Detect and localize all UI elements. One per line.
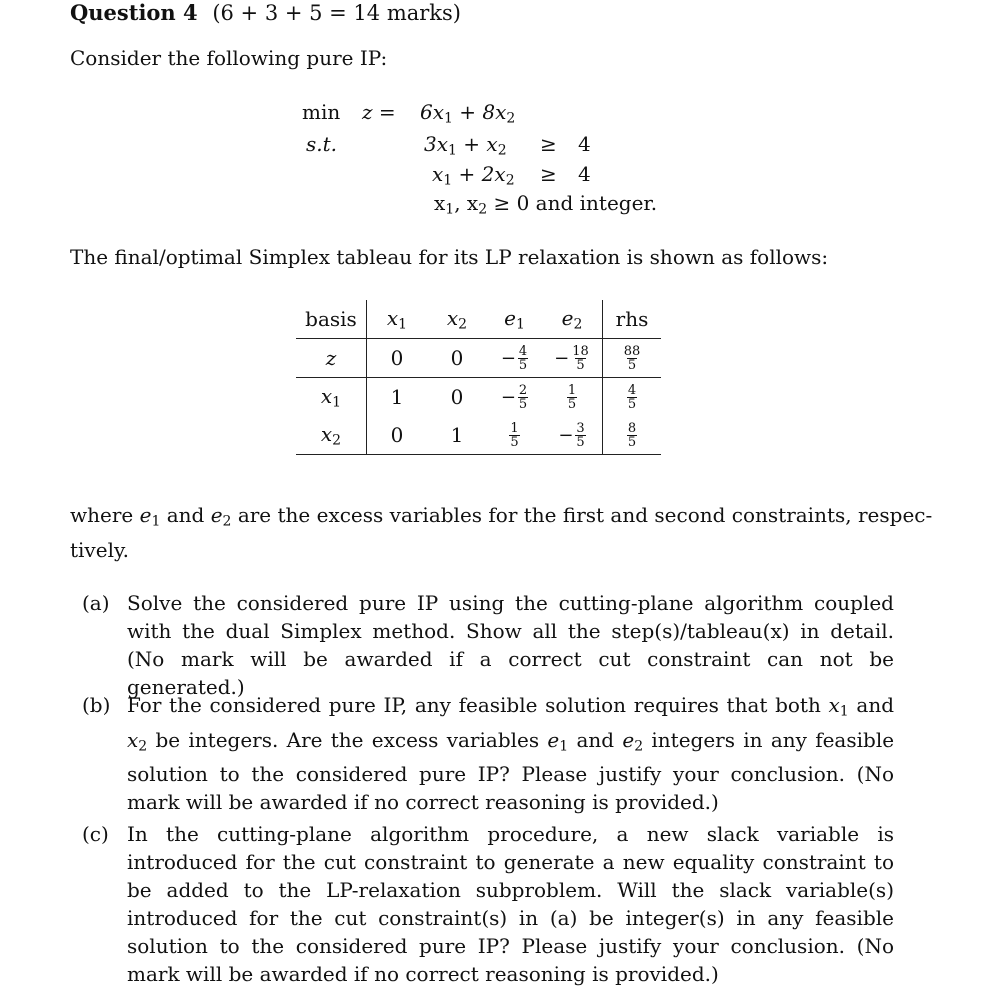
where-paragraph [70, 501, 933, 564]
part-b-label: (b) [82, 693, 111, 717]
denominator: 5 [627, 434, 637, 450]
constraint-2-op: ≥ [540, 162, 557, 186]
cell-basis: $x_1$ [320, 383, 342, 411]
part-b-text-and: and [856, 693, 894, 717]
numerator: 3 [576, 420, 585, 436]
fraction [627, 384, 637, 411]
part-a [82, 589, 894, 701]
domain-constraint: $x_1$, $x_2 \ge 0$ and integer. [434, 191, 658, 218]
denominator: 5 [627, 357, 637, 373]
var-e1: $e_1$ [547, 727, 569, 754]
constraint-1-rhs: 4 [578, 132, 591, 156]
part-c-text-ref: (a) [549, 906, 578, 930]
part-b-text-1: For the considered pure IP, any feasible solution requires that both [127, 693, 821, 717]
denominator: 5 [567, 396, 577, 412]
z-equals: z = [362, 100, 396, 124]
question-header [70, 0, 461, 28]
part-c-text-2: be integer(s) in any feasible solution to the considered pure IP? Please justify your conclusion. (No mark will be awarded if no correct reasoning is provided.) [127, 906, 894, 986]
fraction [518, 345, 528, 372]
objective-function: $6x_1 + 8x_2$ [420, 100, 516, 127]
numerator: 4 [518, 343, 528, 359]
intro-text: Consider the following pure IP: [70, 46, 388, 70]
cell-x2: 0 [450, 346, 464, 370]
part-b-text-and: and [576, 727, 615, 752]
table-row [296, 416, 661, 455]
denominator: 5 [627, 396, 637, 412]
numerator: 88 [623, 343, 641, 359]
denominator: 5 [510, 434, 519, 450]
header-x1: $x_1$ [367, 300, 428, 339]
header-e1: $e_1$ [504, 305, 525, 333]
minus-sign: − [554, 347, 570, 369]
var-e2: $e_2$ [210, 503, 232, 530]
fraction [567, 384, 577, 411]
numerator: 1 [567, 382, 577, 398]
cell-rhs [603, 378, 662, 417]
part-b [82, 691, 894, 816]
fraction [518, 384, 528, 411]
part-c [82, 820, 894, 988]
numerator: 18 [572, 343, 589, 359]
cell-x2: 0 [450, 385, 464, 409]
part-c-label: (c) [82, 822, 109, 846]
fraction [571, 345, 590, 372]
minus-sign: − [500, 347, 516, 369]
cell-basis: $x_2$ [320, 421, 342, 449]
header-x2: $x_2$ [446, 305, 468, 333]
numerator: 1 [510, 420, 519, 436]
question-marks: (6 + 3 + 5 = 14 marks) [212, 1, 461, 25]
cell-e2 [542, 339, 603, 378]
fraction [627, 422, 637, 449]
table-row [296, 378, 661, 417]
numerator: 8 [627, 420, 637, 436]
fraction [509, 422, 519, 449]
minus-sign: − [500, 386, 516, 408]
denominator: 5 [518, 396, 528, 412]
minus-sign: − [558, 424, 574, 446]
var-e2: $e_2$ [622, 727, 644, 754]
numerator: 4 [627, 382, 637, 398]
denominator: 5 [576, 357, 585, 373]
var-e1: $e_1$ [139, 503, 161, 530]
var-x2: $x_2$ [127, 727, 148, 754]
constraint-1-op: ≥ [540, 132, 557, 156]
part-a-text: Solve the considered pure IP using the cutting-plane algorithm coupled with the dual Simplex method. Show all the step(s)/tableau(x) in detail. (No mark will be awarded if a correct cut constraint can not be generated.) [127, 591, 894, 699]
part-b-text-3: integers in any feasible solution to the considered pure IP? Please justify your conclusion. (No mark will be awarded if no correct reasoning is provided.) [127, 727, 895, 814]
constraint-2-lhs: $x_1 + 2x_2$ [432, 162, 515, 189]
cell-x1: 0 [367, 339, 428, 378]
where-text-2: and [166, 503, 205, 527]
min-label: min [302, 100, 341, 124]
where-text-3: are the excess variables for the first and second constraints, respec- [237, 503, 933, 527]
part-b-text-2: be integers. Are the excess variables [155, 727, 540, 752]
var-x1: $x_1$ [828, 693, 849, 720]
st-label: s.t. [306, 132, 338, 156]
part-b-text [127, 691, 894, 816]
simplex-tableau [296, 300, 661, 455]
tableau-header-row [296, 300, 661, 339]
cell-rhs [603, 339, 662, 378]
cell-e1 [487, 378, 542, 417]
where-text-1: where [70, 503, 134, 527]
cell-x1: 0 [367, 416, 428, 455]
cell-e1 [487, 416, 542, 455]
part-c-text-1: In the cutting-plane algorithm procedure, a new slack variable is introduced for the cut constraint to generate a new equality constraint to be added to the LP-relaxation subproblem. Will the slack variable(s) introduced for the cut constraint(s) in [127, 822, 894, 930]
tableau-intro: The final/optimal Simplex tableau for its LP relaxation is shown as follows: [70, 245, 829, 269]
constraint-1-lhs: $3x_1 + x_2$ [424, 132, 507, 159]
denominator: 5 [518, 357, 528, 373]
question-label: Question 4 [70, 0, 198, 25]
cell-x2: 1 [450, 423, 464, 447]
where-text-line2: tively. [70, 537, 129, 562]
constraint-2-rhs: 4 [578, 162, 591, 186]
cell-x1: 1 [367, 378, 428, 417]
part-c-text [127, 820, 894, 988]
cell-e2 [542, 378, 603, 417]
fraction [623, 345, 642, 372]
cell-rhs [603, 416, 662, 455]
table-row [296, 339, 661, 378]
numerator: 2 [518, 382, 528, 398]
denominator: 5 [576, 434, 585, 450]
cell-basis: z [325, 346, 337, 370]
header-rhs: rhs [603, 300, 662, 339]
header-e2: $e_2$ [561, 305, 583, 333]
part-a-label: (a) [82, 591, 110, 615]
header-basis: basis [305, 307, 357, 331]
cell-e1 [487, 339, 542, 378]
cell-e2 [542, 416, 603, 455]
fraction [575, 422, 585, 449]
